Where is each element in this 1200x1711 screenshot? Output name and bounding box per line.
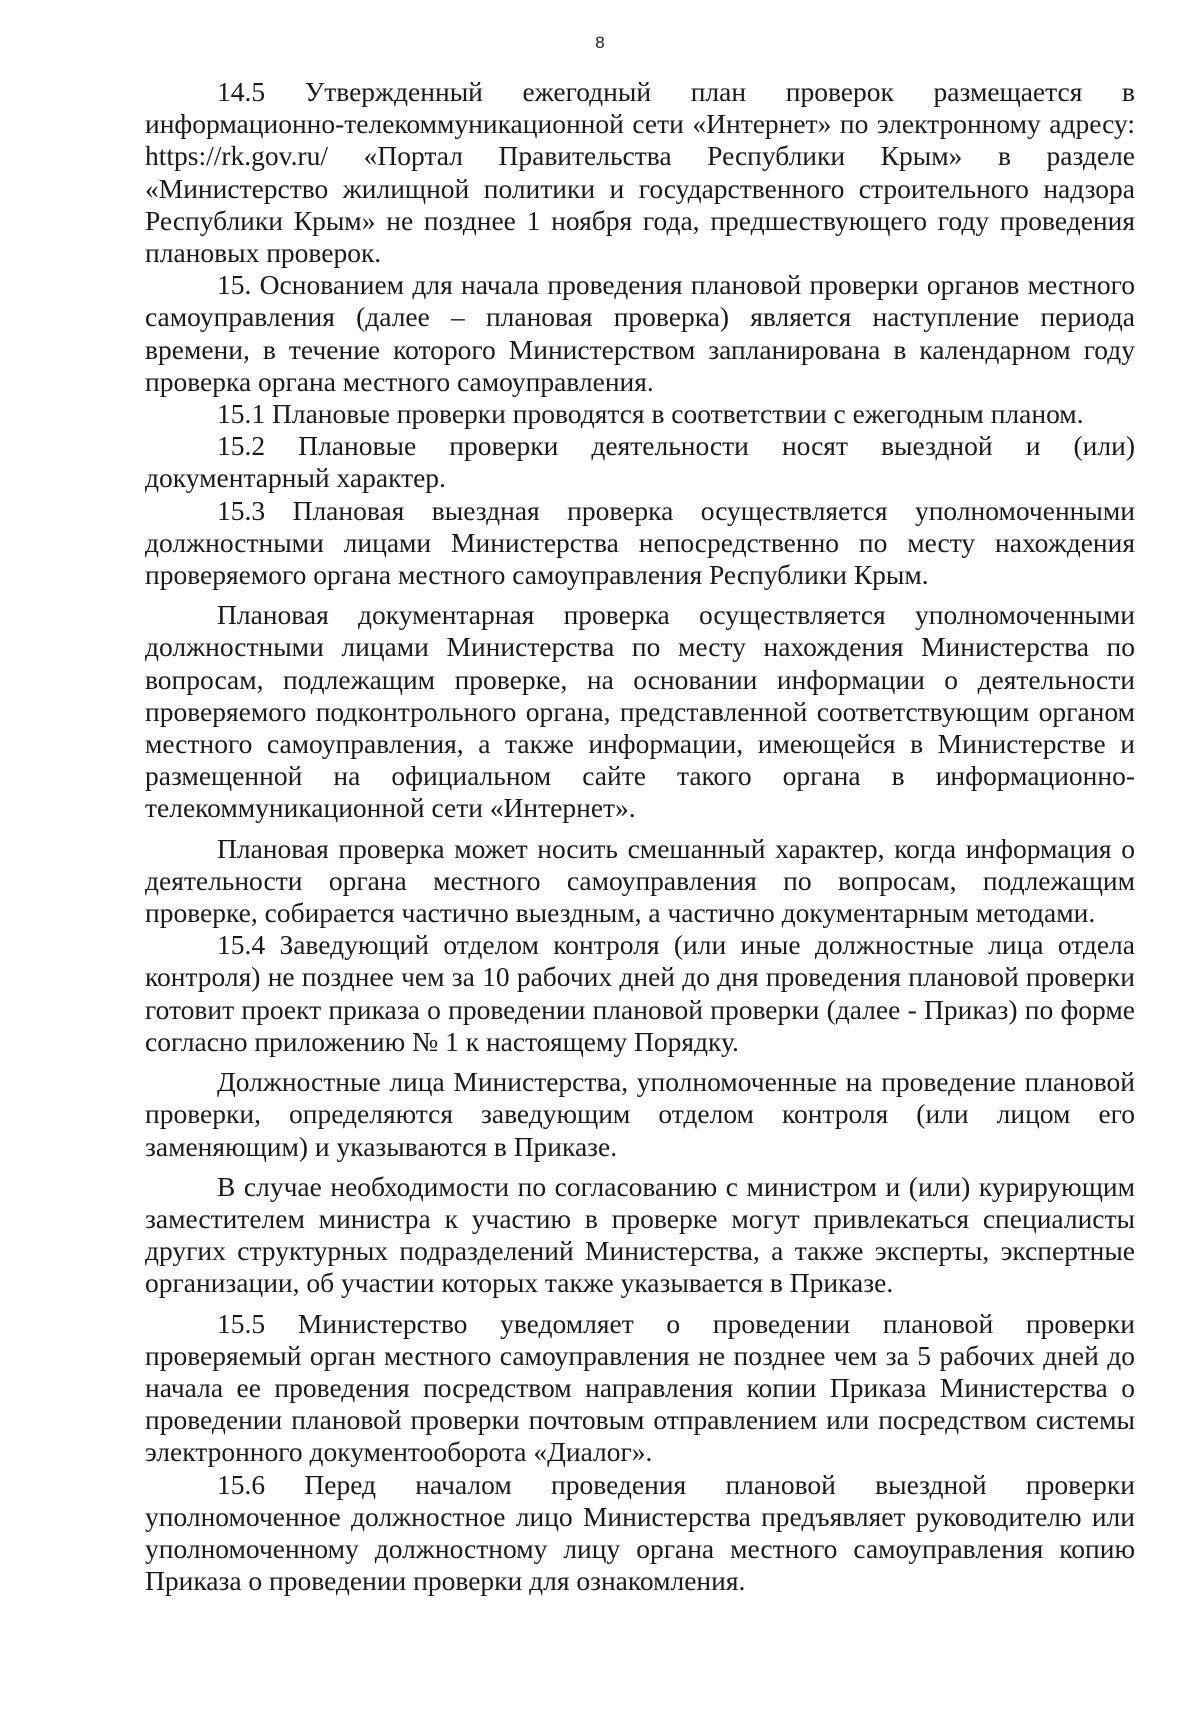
paragraph-14-5: 14.5 Утвержденный ежегодный план проверок размещается в информационно-телекоммуникационной сети «Интернет» по электронному адресу: https://rk.gov.ru/ «Портал Правительства Республики Крым» в разделе «Министерство жилищной политики и государственного строительного надзора Республики Крым» не позднее 1 ноября года, предшествующего году проведения плановых проверок. <box>145 76 1135 269</box>
paragraph-specialists: В случае необходимости по согласованию с министром и (или) курирующим заместителем министра к участию в проверке могут привлекаться специалисты других структурных подразделений Министерства, а также эксперты, экспертные организации, об участии которых также указывается в Приказе. <box>145 1170 1135 1299</box>
paragraph-15: 15. Основанием для начала проведения плановой проверки органов местного самоуправления (далее – плановая проверка) является наступление периода времени, в течение которого Министерством запланирована в календарном году проверка органа местного самоуправления. <box>145 269 1135 397</box>
paragraph-15-3: 15.3 Плановая выездная проверка осуществляется уполномоченными должностными лицами Министерства непосредственно по месту нахождения проверяемого органа местного самоуправления Республики Крым. <box>145 494 1135 591</box>
paragraph-15-5: 15.5 Министерство уведомляет о проведении плановой проверки проверяемый орган местного самоуправления не позднее чем за 5 рабочих дней до начала ее проведения посредством направления копии Приказа Министерства о проведении плановой проверки почтовым отправлением или посредством системы электронного документооборота «Диалог». <box>145 1307 1135 1468</box>
page-number: 8 <box>595 33 605 52</box>
paragraph-15-6: 15.6 Перед началом проведения плановой выездной проверки уполномоченное должностное лицо Министерства предъявляет руководителю или уполномоченному должностному лицу органа местного самоуправления копию Приказа о проведении проверки для ознакомления. <box>145 1468 1135 1597</box>
paragraph-15-1: 15.1 Плановые проверки проводятся в соответствии с ежегодным планом. <box>217 398 1084 430</box>
paragraph-mixed-check: Плановая проверка может носить смешанный характер, когда информация о деятельности органа местного самоуправления по вопросам, подлежащим проверке, собирается частично выездным, а частично документарным методами. <box>145 832 1135 929</box>
paragraph-15-2: 15.2 Плановые проверки деятельности носят выездной и (или) документарный характер. <box>145 430 1135 494</box>
paragraph-15-4: 15.4 Заведующий отделом контроля (или иные должностные лица отдела контроля) не позднее чем за 10 рабочих дней до дня проведения плановой проверки готовит проект приказа о проведении плановой проверки (далее - Приказ) по форме согласно приложению № 1 к настоящему Порядку. <box>145 929 1135 1057</box>
document-body <box>145 76 1135 1597</box>
paragraph-documentary-check: Плановая документарная проверка осуществляется уполномоченными должностными лицами Министерства по месту нахождения Министерства по вопросам, подлежащим проверке, на основании информации о деятельности проверяемого подконтрольного органа, представленной соответствующим органом местного самоуправления, а также информации, имеющейся в Министерстве и размещенной на официальном сайте такого органа в информационно-телекоммуникационной сети «Интернет». <box>145 599 1135 824</box>
paragraph-officials: Должностные лица Министерства, уполномоченные на проведение плановой проверки, определяются заведующим отделом контроля (или лицом его заменяющим) и указываются в Приказе. <box>145 1066 1135 1162</box>
